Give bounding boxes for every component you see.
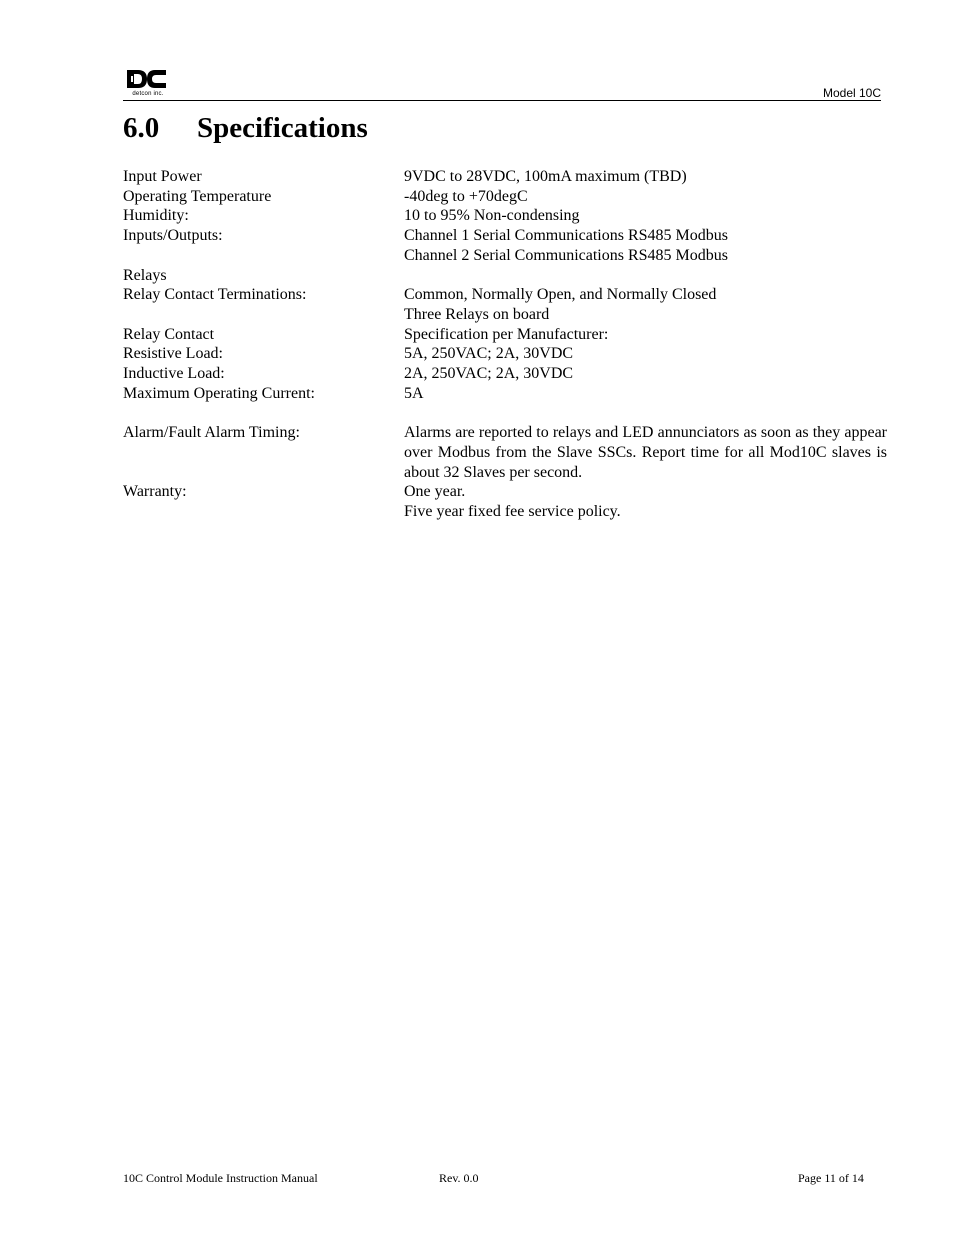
spec-row-relay-contact (123, 325, 887, 345)
spec-value: 5A (404, 384, 424, 402)
spec-label: Alarm/Fault Alarm Timing: (123, 424, 300, 442)
model-label: Model 10C (822, 86, 881, 100)
spec-value: 5A, 250VAC; 2A, 30VDC (404, 345, 574, 363)
spec-value (404, 226, 887, 265)
spec-label: Relay Contact Terminations: (123, 286, 307, 304)
footer-manual-title: 10C Control Module Instruction Manual (123, 1171, 318, 1185)
detcon-logo (125, 68, 169, 100)
spec-row-input-power (123, 167, 887, 187)
spec-row-inputs-outputs (123, 226, 887, 265)
page-header (123, 68, 881, 101)
spec-value: Specification per Manufacturer: (404, 325, 609, 343)
spec-value-line: Channel 1 Serial Communications RS485 Modbus (404, 227, 728, 245)
spec-value: Alarms are reported to relays and LED annunciators as soon as they appear over Modbus from the Slave SSCs. Report time for all Mod10C slaves is about 32 Slaves per second. (404, 424, 887, 481)
spec-value: -40deg to +70degC (404, 187, 528, 205)
spacer (123, 403, 887, 423)
spec-label: Relay Contact (123, 325, 215, 343)
spec-row-alarm-timing (123, 423, 887, 482)
spec-value (404, 482, 887, 521)
section-number: 6.0 (123, 112, 160, 144)
spec-label: Humidity: (123, 207, 189, 225)
spec-label: Maximum Operating Current: (123, 384, 315, 402)
specifications-list (123, 167, 887, 522)
spec-label: Operating Temperature (123, 187, 272, 205)
spec-value (404, 285, 887, 324)
spec-row-humidity (123, 206, 887, 226)
spec-label: Input Power (123, 168, 202, 185)
spec-value-line: Common, Normally Open, and Normally Closed (404, 286, 717, 304)
spec-row-resistive-load (123, 344, 887, 364)
detcon-logo-icon (125, 68, 169, 90)
section-heading: Specifications (197, 112, 368, 144)
logo-text: detcon inc. (132, 91, 164, 97)
spec-label: Resistive Load: (123, 345, 223, 363)
spec-value: 2A, 250VAC; 2A, 30VDC (404, 365, 574, 383)
spec-row-inductive-load (123, 364, 887, 384)
spec-label: Warranty: (123, 483, 187, 501)
spec-value-line: Three Relays on board (404, 305, 550, 323)
spec-value: 9VDC to 28VDC, 100mA maximum (TBD) (404, 168, 687, 185)
section-title (123, 112, 368, 145)
spec-value: 10 to 95% Non-condensing (404, 207, 580, 225)
spec-label: Inductive Load: (123, 365, 225, 383)
spec-label: Relays (123, 266, 167, 284)
spec-value-line: Five year fixed fee service policy. (404, 502, 621, 520)
footer-page-number: Page 11 of 14 (798, 1171, 864, 1185)
spec-value-line: One year. (404, 483, 466, 501)
spec-row-relays (123, 266, 887, 286)
spec-value-line: Channel 2 Serial Communications RS485 Modbus (404, 246, 728, 264)
spec-row-relay-contact-terminations (123, 285, 887, 324)
spec-row-max-operating-current (123, 384, 887, 404)
footer-revision: Rev. 0.0 (439, 1171, 479, 1185)
spec-label: Inputs/Outputs: (123, 227, 223, 245)
spec-row-operating-temperature (123, 187, 887, 207)
spec-row-warranty (123, 482, 887, 521)
